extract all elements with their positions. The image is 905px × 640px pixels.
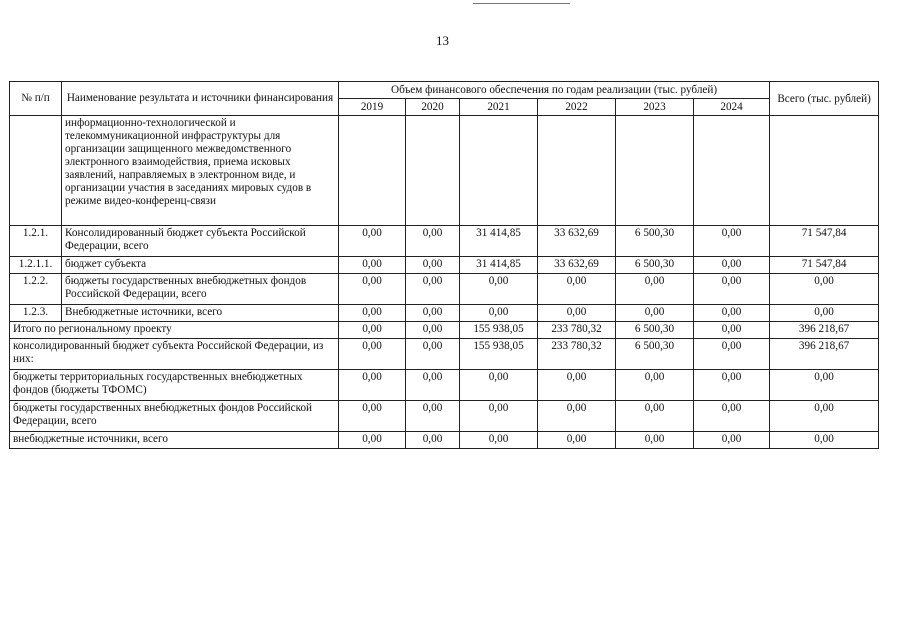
summary-row <box>10 401 879 432</box>
header-name: Наименование результата и источники финансирования <box>62 82 339 116</box>
total-cell: 396 218,67 <box>770 322 879 339</box>
financing-table <box>9 81 879 449</box>
row-name: бюджет субъекта <box>62 257 339 274</box>
table-row <box>10 116 879 226</box>
total-cell: 0,00 <box>770 274 879 305</box>
table-row <box>10 274 879 305</box>
total-cell: 71 547,84 <box>770 257 879 274</box>
total-cell: 71 547,84 <box>770 226 879 257</box>
row-code: 1.2.1.1. <box>10 257 62 274</box>
value-cell: 6 500,30 <box>616 322 694 339</box>
value-cell: 0,00 <box>694 339 770 370</box>
header-number: № п/п <box>10 82 62 116</box>
value-cell: 155 938,05 <box>460 322 538 339</box>
header-total: Всего (тыс. рублей) <box>770 82 879 116</box>
value-cell: 0,00 <box>339 322 406 339</box>
value-cell: 0,00 <box>694 274 770 305</box>
value-cell: 0,00 <box>406 257 460 274</box>
value-cell: 0,00 <box>460 401 538 432</box>
header-year: 2022 <box>538 99 616 116</box>
table-body <box>10 116 879 449</box>
value-cell: 0,00 <box>406 339 460 370</box>
value-cell: 33 632,69 <box>538 226 616 257</box>
value-cell: 0,00 <box>694 432 770 449</box>
value-cell: 6 500,30 <box>616 257 694 274</box>
value-cell <box>538 116 616 226</box>
summary-name: внебюджетные источники, всего <box>10 432 339 449</box>
value-cell: 0,00 <box>406 322 460 339</box>
value-cell: 0,00 <box>694 401 770 432</box>
row-name: Внебюджетные источники, всего <box>62 305 339 322</box>
value-cell: 0,00 <box>339 432 406 449</box>
value-cell: 0,00 <box>616 305 694 322</box>
summary-name: консолидированный бюджет субъекта Российской Федерации, из них: <box>10 339 339 370</box>
value-cell: 0,00 <box>406 370 460 401</box>
row-name: информационно-технологической и телекоммуникационной инфраструктуры для организации защищенного межведомственного электронного взаимодействия, приема исковых заявлений, направляемых в электронном виде, и организации участия в заседаниях мировых судов в режиме видео-конференц-связи <box>62 116 339 226</box>
row-code <box>10 116 62 226</box>
row-name: бюджеты государственных внебюджетных фондов Российской Федерации, всего <box>62 274 339 305</box>
value-cell: 0,00 <box>460 432 538 449</box>
value-cell: 233 780,32 <box>538 339 616 370</box>
row-code: 1.2.2. <box>10 274 62 305</box>
total-cell: 396 218,67 <box>770 339 879 370</box>
value-cell: 0,00 <box>694 305 770 322</box>
value-cell: 0,00 <box>538 274 616 305</box>
header-year: 2020 <box>406 99 460 116</box>
summary-row <box>10 370 879 401</box>
value-cell: 0,00 <box>339 305 406 322</box>
value-cell: 0,00 <box>616 274 694 305</box>
summary-row <box>10 432 879 449</box>
header-volume: Объем финансового обеспечения по годам реализации (тыс. рублей) <box>339 82 770 99</box>
value-cell: 0,00 <box>339 370 406 401</box>
value-cell <box>339 116 406 226</box>
value-cell: 0,00 <box>616 401 694 432</box>
value-cell: 0,00 <box>339 274 406 305</box>
value-cell: 0,00 <box>339 401 406 432</box>
summary-row <box>10 339 879 370</box>
value-cell: 233 780,32 <box>538 322 616 339</box>
value-cell: 0,00 <box>694 322 770 339</box>
summary-name: Итого по региональному проекту <box>10 322 339 339</box>
header-year: 2023 <box>616 99 694 116</box>
table-row <box>10 226 879 257</box>
value-cell <box>406 116 460 226</box>
scan-top-line <box>473 3 570 4</box>
total-cell: 0,00 <box>770 432 879 449</box>
value-cell: 0,00 <box>406 401 460 432</box>
value-cell: 0,00 <box>339 226 406 257</box>
page-number: 13 <box>436 33 449 48</box>
summary-name: бюджеты государственных внебюджетных фондов Российской Федерации, всего <box>10 401 339 432</box>
value-cell: 31 414,85 <box>460 257 538 274</box>
table-row <box>10 305 879 322</box>
value-cell: 0,00 <box>616 432 694 449</box>
value-cell: 0,00 <box>694 226 770 257</box>
header-year: 2019 <box>339 99 406 116</box>
row-code: 1.2.1. <box>10 226 62 257</box>
value-cell: 155 938,05 <box>460 339 538 370</box>
total-cell: 0,00 <box>770 305 879 322</box>
value-cell <box>616 116 694 226</box>
row-name: Консолидированный бюджет субъекта Российской Федерации, всего <box>62 226 339 257</box>
value-cell: 0,00 <box>460 370 538 401</box>
table-header <box>10 82 879 116</box>
value-cell: 0,00 <box>406 226 460 257</box>
summary-row <box>10 322 879 339</box>
value-cell: 6 500,30 <box>616 226 694 257</box>
value-cell: 0,00 <box>694 370 770 401</box>
value-cell: 0,00 <box>538 432 616 449</box>
value-cell: 0,00 <box>538 370 616 401</box>
value-cell: 0,00 <box>538 401 616 432</box>
header-year: 2024 <box>694 99 770 116</box>
row-code: 1.2.3. <box>10 305 62 322</box>
header-year: 2021 <box>460 99 538 116</box>
value-cell: 0,00 <box>460 274 538 305</box>
summary-name: бюджеты территориальных государственных внебюджетных фондов (бюджеты ТФОМС) <box>10 370 339 401</box>
total-cell: 0,00 <box>770 401 879 432</box>
value-cell: 0,00 <box>339 339 406 370</box>
value-cell: 0,00 <box>616 370 694 401</box>
value-cell <box>694 116 770 226</box>
value-cell: 0,00 <box>339 257 406 274</box>
total-cell: 0,00 <box>770 370 879 401</box>
value-cell: 0,00 <box>406 305 460 322</box>
value-cell: 0,00 <box>406 274 460 305</box>
total-cell <box>770 116 879 226</box>
value-cell: 0,00 <box>460 305 538 322</box>
value-cell: 6 500,30 <box>616 339 694 370</box>
value-cell <box>460 116 538 226</box>
value-cell: 33 632,69 <box>538 257 616 274</box>
value-cell: 31 414,85 <box>460 226 538 257</box>
table-row <box>10 257 879 274</box>
value-cell: 0,00 <box>538 305 616 322</box>
value-cell: 0,00 <box>694 257 770 274</box>
value-cell: 0,00 <box>406 432 460 449</box>
